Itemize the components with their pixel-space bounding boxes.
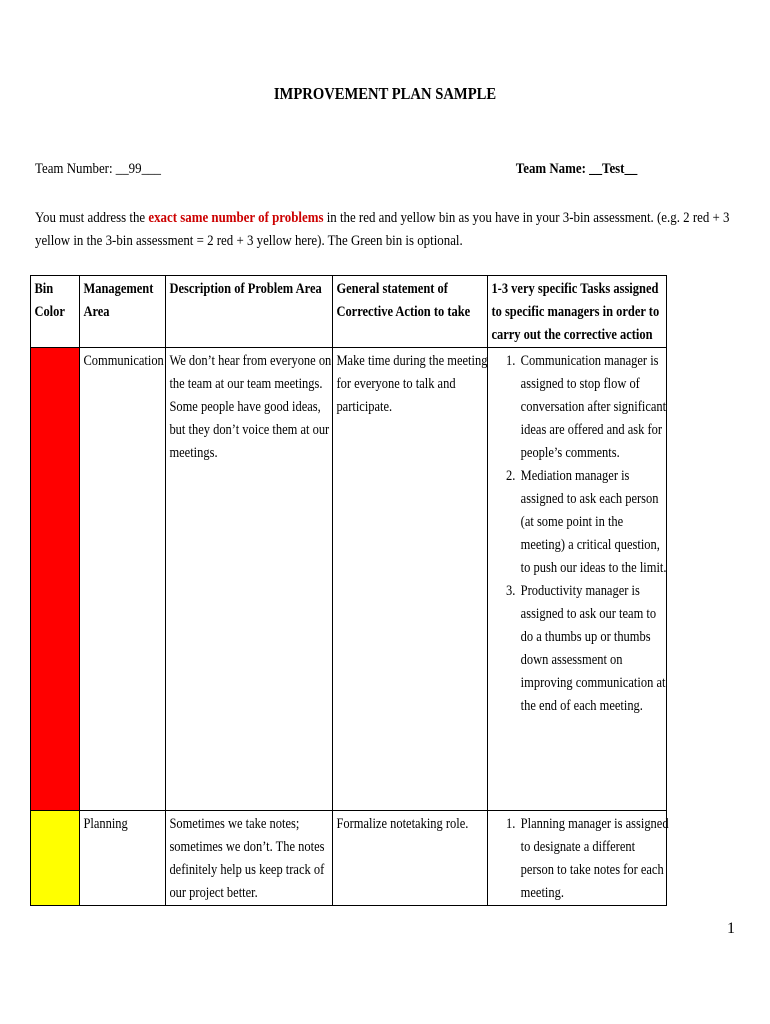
header-management-area: Management Area [80, 276, 166, 348]
header-bin-color: Bin Color [31, 276, 80, 348]
corrective-action-cell: Make time during the meeting for everyone to talk and participate. [333, 348, 488, 811]
tasks-cell [488, 348, 667, 811]
improvement-plan-table [30, 275, 667, 906]
instructions-text-before: You must address the [35, 210, 149, 226]
document-title: IMPROVEMENT PLAN SAMPLE [273, 84, 497, 103]
instructions [35, 207, 732, 253]
table-header-row [31, 276, 667, 348]
list-item: 1. Planning manager is assigned to designate a different person to take notes for each meeting. [506, 816, 669, 901]
list-item: 2. Mediation manager is assigned to ask each person (at some point in the meeting) a critical question, to push our ideas to the limit. [506, 468, 667, 576]
list-item: 1. Communication manager is assigned to stop flow of conversation after significant ideas are offered and ask for people’s comments. [506, 353, 667, 461]
corrective-action-cell: Formalize notetaking role. [333, 811, 488, 906]
header-description: Description of Problem Area [166, 276, 333, 348]
task-list [491, 813, 669, 905]
table-row [31, 348, 667, 811]
team-number: Team Number: __99___ [35, 161, 161, 177]
instructions-highlight: exact same number of problems [148, 210, 324, 226]
table-row [31, 811, 667, 906]
description-cell: Sometimes we take notes; sometimes we don’t. The notes definitely help us keep track of our project better. [166, 811, 333, 906]
header-tasks: 1-3 very specific Tasks assigned to specific managers in order to carry out the corrective action [488, 276, 667, 348]
page-number: 1 [727, 920, 735, 937]
bin-color-cell-yellow [31, 811, 80, 906]
list-item: 3. Productivity manager is assigned to ask our team to do a thumbs up or thumbs down assessment on improving communication at the end of each meeting. [506, 583, 666, 714]
header-corrective-action: General statement of Corrective Action to take [333, 276, 488, 348]
task-list [491, 350, 669, 718]
team-name: Team Name: __Test__ [515, 161, 637, 177]
management-area-cell: Communication [80, 348, 166, 811]
bin-color-cell-red [31, 348, 80, 811]
description-cell: We don’t hear from everyone on the team at our team meetings. Some people have good ideas, but they don’t voice them at our meetings. [166, 348, 333, 811]
instructions-text-after: in the red and yellow bin as you have in your 3-bin assessment. (e.g. 2 red + 3 yellow in the 3-bin assessment = 2 red + 3 yellow here). The Green bin is optional. [35, 210, 730, 249]
tasks-cell [488, 811, 667, 906]
management-area-cell: Planning [80, 811, 166, 906]
